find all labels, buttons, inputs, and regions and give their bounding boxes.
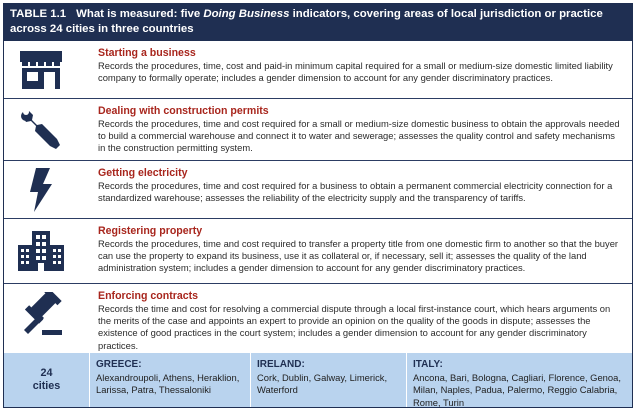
- country-name: ITALY:: [413, 359, 443, 370]
- wrench-icon: [19, 108, 63, 152]
- indicator-icon-cell: [12, 99, 70, 160]
- indicator-heading: Starting a business: [98, 47, 196, 59]
- indicator-row-getting-electricity: [4, 161, 632, 219]
- country-italy: [407, 353, 632, 407]
- indicator-heading: Getting electricity: [98, 167, 188, 179]
- indicator-row-registering-property: [4, 219, 632, 284]
- indicator-description: Records the procedures, time and cost required for a small or medium-size domestic business to obtain the approvals needed to build a commercial warehouse and connect it to water and sewerage; assesses the quality control and safety mechanisms in the construction permitting system.: [98, 118, 620, 154]
- country-greece: [90, 353, 251, 407]
- indicator-heading: Registering property: [98, 225, 203, 237]
- indicator-heading: Enforcing contracts: [98, 290, 199, 302]
- indicator-text: [98, 167, 624, 204]
- storefront-icon: [19, 51, 63, 89]
- indicator-row-enforcing-contracts: [4, 284, 632, 351]
- city-count: [4, 353, 90, 407]
- indicator-icon-cell: [12, 284, 70, 344]
- indicator-description: Records the time and cost for resolving a commercial dispute through a local first-instance court, which hears arguments on the merits of the case and appoints an expert to provide an opinion on the quality of the goods in dispute; assesses the existence of good practices in the court system; includes a gender dimension to account for any gender discriminatory practices.: [98, 303, 611, 351]
- table-title-post: indicators, covering areas of local jurisdiction or practice across 24 cities in three countries: [10, 8, 603, 35]
- cities-band: [4, 353, 632, 407]
- country-cities: Ancona, Bari, Bologna, Cagliari, Florence, Genoa, Milan, Naples, Padua, Palermo, Reggio Calabria, Rome, Turin: [413, 371, 621, 408]
- indicator-row-starting-a-business: [4, 41, 632, 99]
- indicator-icon-cell: [12, 219, 70, 283]
- city-count-label: cities: [32, 380, 61, 392]
- lightning-bolt-icon: [26, 168, 56, 212]
- indicator-table: [3, 3, 633, 408]
- buildings-icon: [18, 231, 64, 271]
- country-name: GREECE:: [96, 359, 142, 370]
- country-name: IRELAND:: [257, 359, 305, 370]
- gavel-icon: [18, 292, 64, 336]
- country-ireland: [251, 353, 407, 407]
- indicator-row-construction-permits: [4, 99, 632, 161]
- indicator-description: Records the procedures, time and cost required to transfer a property title from one domestic firm to another so that the buyer can use the property to expand its business, use it as collateral or, if necessary, sell it; assesses the quality of the land administration system; includes a gender dimension to account for any gender discriminatory practices.: [98, 238, 619, 274]
- table-title-pre: What is measured: five: [76, 8, 204, 20]
- indicator-text: [98, 105, 624, 155]
- city-count-number: 24: [40, 367, 53, 379]
- table-title-bar: [4, 4, 632, 41]
- indicator-text: [98, 225, 624, 275]
- indicator-icon-cell: [12, 161, 70, 218]
- indicator-icon-cell: [12, 41, 70, 98]
- indicator-heading: Dealing with construction permits: [98, 105, 269, 117]
- table-title-emphasis: Doing Business: [203, 8, 290, 20]
- indicator-text: [98, 47, 624, 84]
- indicator-description: Records the procedures, time, cost and paid-in minimum capital required for a small or medium-size domestic limited liability company to formally operate; includes a gender dimension to account for any gender discriminatory practices.: [98, 60, 613, 84]
- country-cities: Cork, Dublin, Galway, Limerick, Waterford: [257, 371, 388, 395]
- indicator-description: Records the procedures, time and cost required for a business to obtain a permanent commercial electricity connection for a standardized warehouse; assesses the reliability of the electricity supply and the transparency of tariffs.: [98, 180, 613, 204]
- table-number: TABLE 1.1: [10, 8, 67, 20]
- country-cities: Alexandroupoli, Athens, Heraklion, Larissa, Patra, Thessaloniki: [96, 371, 240, 395]
- indicator-text: [98, 290, 624, 352]
